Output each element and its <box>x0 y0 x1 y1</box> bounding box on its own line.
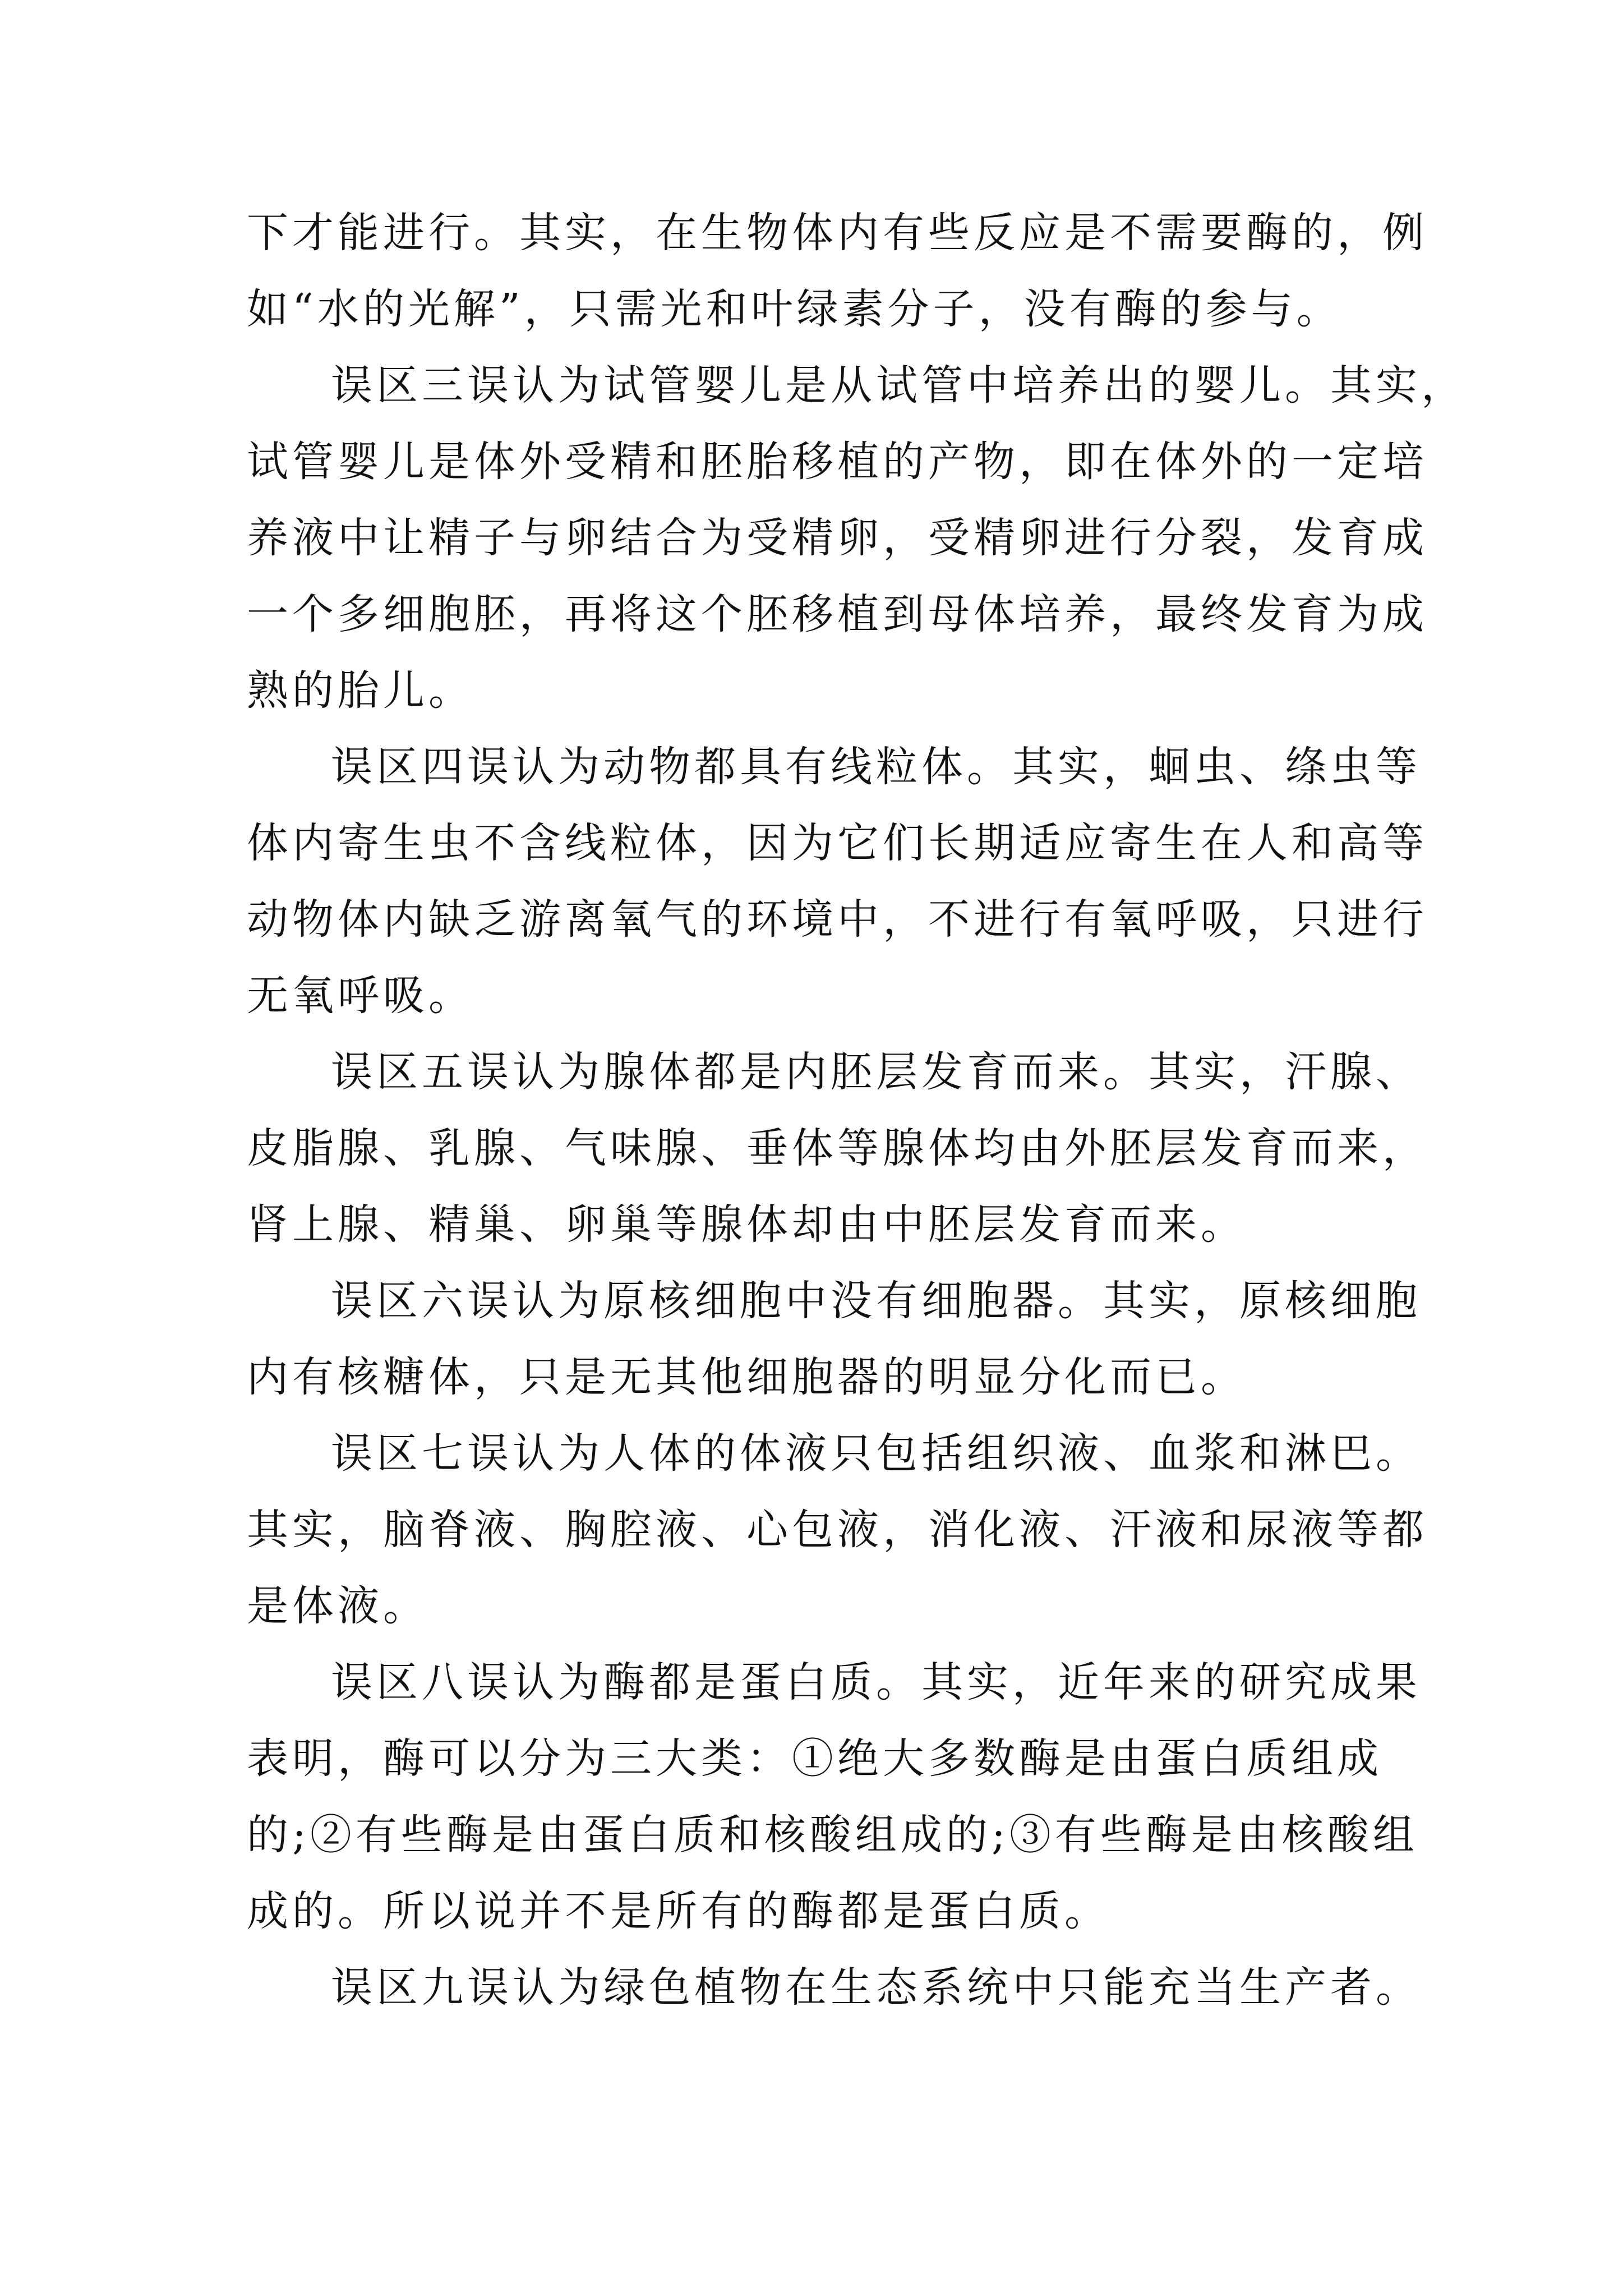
text-line: 误区三误认为试管婴儿是从试管中培养出的婴儿。其实， <box>331 361 1467 409</box>
text-line: 一个多细胞胚，再将这个胚移植到母体培养，最终发育为成 <box>247 590 1428 638</box>
text-line: 下才能进行。其实，在生物体内有些反应是不需要酶的，例 <box>247 209 1428 257</box>
text-line: 试管婴儿是体外受精和胚胎移植的产物，即在体外的一定培 <box>247 438 1428 486</box>
text-line: 误区四误认为动物都具有线粒体。其实，蛔虫、绦虫等 <box>331 743 1421 791</box>
text-line: 熟的胎儿。 <box>247 666 474 715</box>
text-line: 养液中让精子与卵结合为受精卵，受精卵进行分裂，发育成 <box>247 514 1428 562</box>
text-line: 内有核糖体，只是无其他细胞器的明显分化而已。 <box>247 1353 1246 1401</box>
text-line: 其实，脑脊液、胸腔液、心包液，消化液、汗液和尿液等都 <box>247 1506 1428 1554</box>
text-line: 成的。所以说并不是所有的酶都是蛋白质。 <box>247 1887 1110 1935</box>
text-line: 误区七误认为人体的体液只包括组织液、血浆和淋巴。 <box>331 1429 1421 1478</box>
text-line: 误区八误认为酶都是蛋白质。其实，近年来的研究成果 <box>331 1658 1421 1706</box>
text-line: 误区六误认为原核细胞中没有细胞器。其实，原核细胞 <box>331 1277 1421 1325</box>
text-line: 误区五误认为腺体都是内胚层发育而来。其实，汗腺、 <box>331 1048 1421 1096</box>
text-line: 体内寄生虫不含线粒体，因为它们长期适应寄生在人和高等 <box>247 819 1428 867</box>
text-line: 表明，酶可以分为三大类：①绝大多数酶是由蛋白质组成 <box>247 1734 1382 1783</box>
text-line: 无氧呼吸。 <box>247 972 474 1020</box>
text-line: 肾上腺、精巢、卵巢等腺体却由中胚层发育而来。 <box>247 1200 1246 1249</box>
text-line: 的;②有些酶是由蛋白质和核酸组成的;③有些酶是由核酸组 <box>247 1811 1418 1859</box>
text-line: 动物体内缺乏游离氧气的环境中，不进行有氧呼吸，只进行 <box>247 895 1428 944</box>
text-line: 皮脂腺、乳腺、气味腺、垂体等腺体均由外胚层发育而来， <box>247 1124 1428 1172</box>
text-line: 如“水的光解”，只需光和叶绿素分子，没有酶的参与。 <box>247 285 1342 333</box>
text-line: 误区九误认为绿色植物在生态系统中只能充当生产者。 <box>331 1963 1421 2012</box>
text-line: 是体液。 <box>247 1582 428 1630</box>
